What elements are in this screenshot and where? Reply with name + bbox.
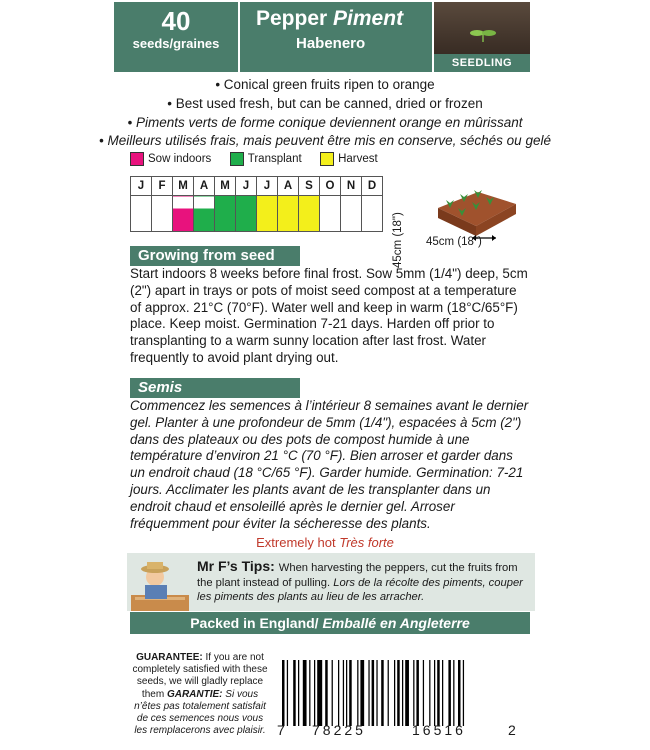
barcode-bar [463,660,464,726]
barcode-bar [388,660,389,726]
legend-sow: Sow indoors [130,150,211,168]
barcode-bar [309,660,310,726]
barcode-bar [442,660,443,726]
heat-level: Extremely hot Très forte [256,535,394,550]
calendar-cell [152,196,173,232]
barcode-bar [429,660,430,726]
barcode-bar [437,660,440,726]
calendar-month: O [320,177,341,196]
barcode-bar [303,660,307,726]
barcode-bar [338,660,339,726]
transplant-swatch-icon [230,152,244,166]
seed-count-box [114,2,238,72]
barcode-bar [394,660,395,726]
calendar-cell [362,196,383,232]
title-fr: Piment [333,7,404,30]
barcode-bar [453,660,454,726]
seedling-icon [468,28,498,42]
legend-transplant: Transplant [230,150,302,168]
barcode-bar [434,660,435,726]
semis-heading: Semis [130,378,300,398]
calendar-month: J [257,177,278,196]
variety-name: Habenero [296,35,366,52]
growing-instructions: Start indoors 8 weeks before final frost. Sow 5mm (1/4") deep, 5cm (2") apart in trays or pots of moist seed compost at a temperature of approx. 21°C (70°F). Water well and keep in warm (18°C/65°F) place. Keep moist. Germination 7-21 days. Harden off prior to transplanting to a warm sunny location after last frost. Water frequently to avoid plant drying out. [130,266,528,365]
calendar-legend [130,150,392,168]
growing-heading: Growing from seed [130,246,300,266]
barcode-bar [402,660,403,726]
packed-in-banner: Packed in England/ Emballé en Angleterre [130,612,530,634]
barcode-bar [317,660,322,726]
barcode-bar [448,660,451,726]
barcode-right-digits: 16516 [412,722,466,738]
seed-unit: seeds/graines [132,36,220,51]
calendar-cell [341,196,362,232]
calendar-cell [131,196,152,232]
calendar-month: A [278,177,299,196]
barcode-bar [368,660,369,726]
bullet-en-1: • Conical green fruits ripen to orange [215,77,435,92]
tips-text: Mr F’s Tips: When harvesting the peppers, cut the fruits from the plant instead of pulling. Lors de la récolte des piments, couper les piments des plants au lieu de les arracher. [197,558,523,603]
calendar-month: M [173,177,194,196]
calendar-cell [299,196,320,232]
barcode-bar [343,660,344,726]
calendar-month: F [152,177,173,196]
barcode-bar [293,660,296,726]
barcode-check-digit: 2 [508,722,516,738]
barcode-lead-digit: 7 [277,722,285,738]
calendar-cell [236,196,257,232]
guarantee-text: GUARANTEE: If you are not completely satisfied with these seeds, we will gladly replace them GARANTIE: Si vous n’êtes pas totalement satisfait de ces semences nous vous les remplacerons avec plaisir. [132,652,268,737]
barcode-bar [405,660,409,726]
barcode-bar [332,660,333,726]
planting-calendar [130,176,383,232]
title-box [240,2,432,72]
legend-harvest: Harvest [320,150,378,168]
barcode-bar [423,660,424,726]
calendar-cell [320,196,341,232]
barcode-left-digits: 78225 [312,722,366,738]
bullet-fr-2: • Meilleurs utilisés frais, mais peuvent être mis en conserve, séchés ou gelé [99,133,551,148]
calendar-month: J [236,177,257,196]
barcode-bar [376,660,377,726]
barcode-bar [381,660,384,726]
barcode-bar [298,660,299,726]
calendar-month: S [299,177,320,196]
barcode-bar [325,660,328,726]
calendar-cell [257,196,278,232]
calendar-month: D [362,177,383,196]
tips-heading: Mr F’s Tips: [197,558,275,574]
gardener-icon [131,557,189,611]
sow-swatch-icon [130,152,144,166]
calendar-cell [215,196,236,232]
seed-count: 40 [161,6,191,36]
seedling-photo [434,2,530,72]
tips-box [127,553,535,611]
calendar-month: A [194,177,215,196]
row-spacing-label: 45cm (18") [392,212,404,268]
title-en: Pepper [256,7,328,30]
barcode-bar [360,660,364,726]
calendar-month: J [131,177,152,196]
photo-label: SEEDLING [434,54,530,72]
barcode-bar [458,660,461,726]
barcode-bar [372,660,375,726]
calendar-month: N [341,177,362,196]
bullet-fr-1: • Piments verts de forme conique deviennent orange en mûrissant [127,115,523,130]
barcode-bar [397,660,400,726]
semis-instructions: Commencez les semences à l’intérieur 8 semaines avant le dernier gel. Planter à une profondeur de 5mm (1/4"), espacées à 5cm (2") dans des plateaux ou des pots de compost humide à une température d’environ 21 °C (70 °F). Bien arroser et garder dans un endroit chaud (18 °C/65 °F). Garder humide. Germination: 7-21 jours. Acclimater les plants avant de les transplanter dans un endroit chaud et ensoleillé après le dernier gel. Arroser fréquemment pour éviter la sécheresse des plants. [130,398,529,531]
barcode-bar [357,660,358,726]
calendar-cell [194,196,215,232]
harvest-swatch-icon [320,152,334,166]
plant-spacing-label: 45cm (18") [426,236,482,248]
calendar-month: M [215,177,236,196]
barcode-bar [282,660,285,726]
barcode-bar [314,660,315,726]
barcode-bar [349,660,352,726]
barcode-bar [413,660,414,726]
barcode-bar [346,660,347,726]
barcode-bar [416,660,419,726]
calendar-cell [173,196,194,232]
calendar-cell [278,196,299,232]
product-title [256,6,432,32]
bullet-en-2: • Best used fresh, but can be canned, dried or frozen [167,96,483,111]
barcode-bar [287,660,288,726]
